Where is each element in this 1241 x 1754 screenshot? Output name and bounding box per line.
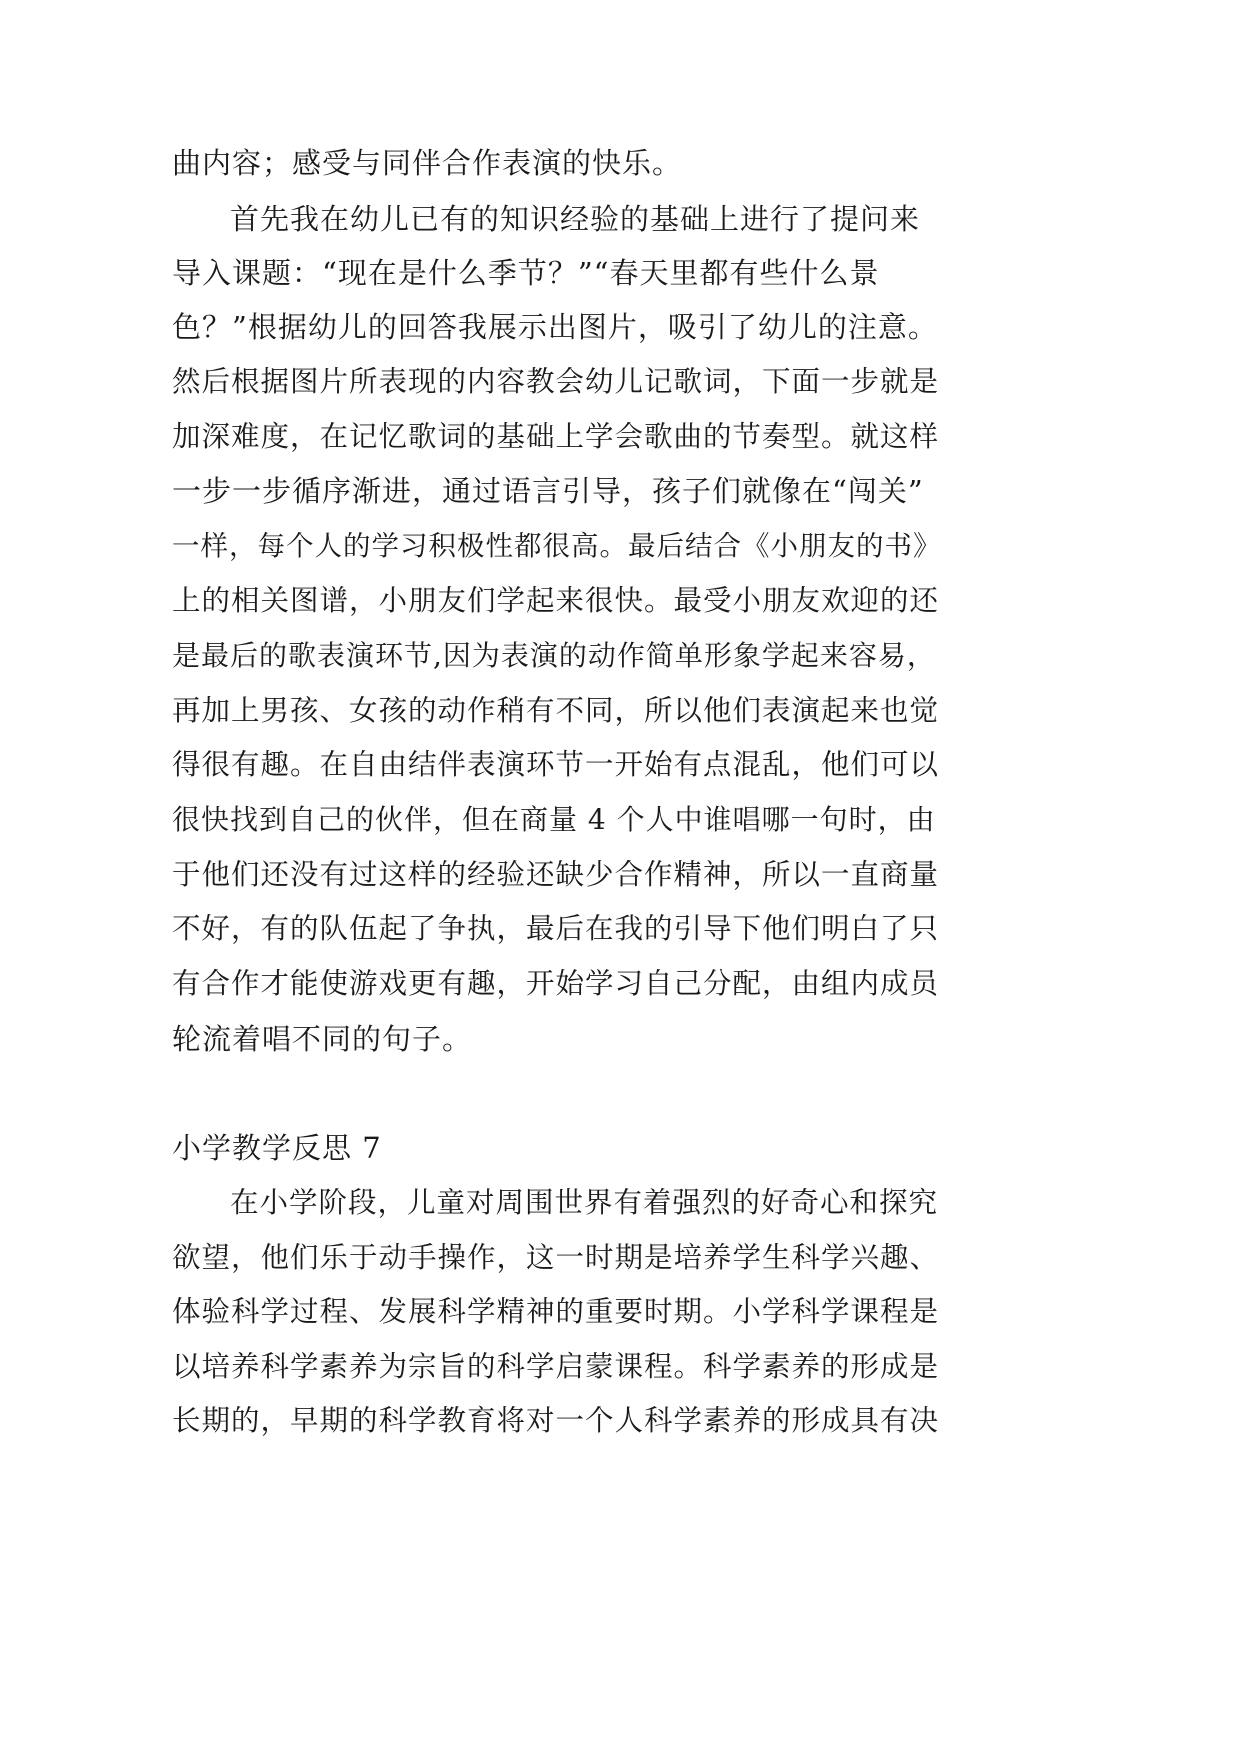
paragraph-line: 然后根据图片所表现的内容教会幼儿记歌词，下面一步就是 <box>172 365 940 398</box>
paragraph-line: 不好，有的队伍起了争执，最后在我的引导下他们明白了只 <box>172 912 940 945</box>
paragraph-line: 于他们还没有过这样的经验还缺少合作精神，所以一直商量 <box>172 858 940 891</box>
paragraph-line: 以培养科学素养为宗旨的科学启蒙课程。科学素养的形成是 <box>172 1350 940 1383</box>
section-heading: 小学教学反思 7 <box>172 1131 382 1165</box>
paragraph-line: 导入课题：“现在是什么季节？”“春天里都有些什么景 <box>172 256 880 290</box>
paragraph-line: 有合作才能使游戏更有趣，开始学习自己分配，由组内成员 <box>172 967 940 1000</box>
paragraph-line: 色？”根据幼儿的回答我展示出图片，吸引了幼儿的注意。 <box>172 310 938 344</box>
paragraph-line: 曲内容；感受与同伴合作表演的快乐。 <box>172 146 683 180</box>
paragraph-line: 长期的，早期的科学教育将对一个人科学素养的形成具有决 <box>172 1404 940 1437</box>
paragraph-line: 一样，每个人的学习积极性都很高。最后结合《小朋友的书》 <box>172 530 942 562</box>
paragraph-line: 得很有趣。在自由结伴表演环节一开始有点混乱，他们可以 <box>172 748 940 781</box>
paragraph-line: 上的相关图谱，小朋友们学起来很快。最受小朋友欢迎的还 <box>172 584 940 617</box>
paragraph-line: 体验科学过程、发展科学精神的重要时期。小学科学课程是 <box>172 1295 940 1328</box>
paragraph-line: 一步一步循序渐进，通过语言引导，孩子们就像在“闯关” <box>172 474 924 508</box>
paragraph-line: 再加上男孩、女孩的动作稍有不同，所以他们表演起来也觉 <box>172 694 940 727</box>
paragraph-line: 是最后的歌表演环节,因为表演的动作简单形象学起来容易， <box>172 639 936 672</box>
paragraph-line: 首先我在幼儿已有的知识经验的基础上进行了提问来 <box>230 202 921 236</box>
paragraph-line: 加深难度，在记忆歌词的基础上学会歌曲的节奏型。就这样 <box>172 420 940 453</box>
paragraph-line: 欲望，他们乐于动手操作，这一时期是培养学生科学兴趣、 <box>172 1241 940 1274</box>
paragraph-line: 很快找到自己的伙伴，但在商量 4 个人中谁唱哪一句时，由 <box>172 803 936 836</box>
paragraph-line: 轮流着唱不同的句子。 <box>172 1022 473 1056</box>
paragraph-line: 在小学阶段，儿童对周围世界有着强烈的好奇心和探究 <box>230 1186 939 1219</box>
